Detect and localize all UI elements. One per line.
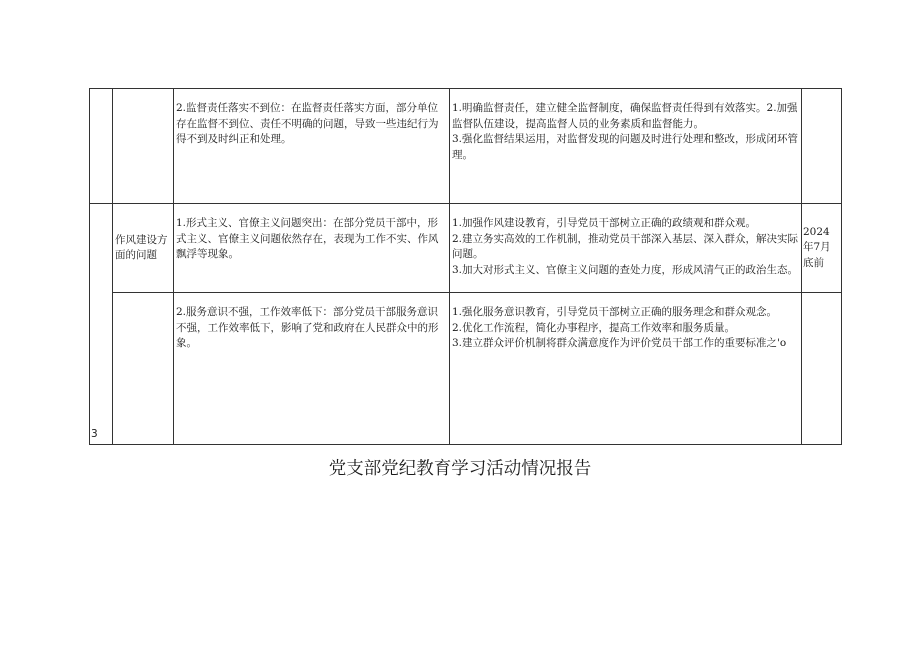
measure-item: 3.建立群众评价机制将群众满意度作为评价党员干部工作的重要标准之'o — [452, 337, 787, 349]
deadline-cell — [802, 89, 842, 204]
problem-category: 作风建设方面的问题 — [113, 204, 174, 293]
number-cell — [90, 89, 113, 204]
item-number: 3 — [90, 204, 113, 445]
measures-cell — [450, 293, 802, 445]
category-cell — [113, 293, 174, 445]
measures-cell — [450, 89, 802, 204]
table-row — [90, 89, 842, 204]
measure-item: 1.加强作风建设教育，引导党员干部树立正确的政绩观和群众观。 — [452, 217, 757, 229]
measures-cell — [450, 204, 802, 293]
measure-item: 1.明确监督责任，建立健全监督制度，确保监督责任得到有效落实。2.加强监督队伍建设，提高监督人员的业务素质和监督能力。 — [452, 102, 798, 130]
problem-cell: 2.服务意识不强，工作效率低下：部分党员干部服务意识不强，工作效率低下，影响了党和政府在人民群众中的形象。 — [174, 293, 450, 445]
measure-item: 3.加大对形式主义、官僚主义问题的查处力度，形成风清气正的政治生态。 — [452, 263, 799, 276]
category-cell — [113, 89, 174, 204]
deadline: 2024年7月底前 — [802, 204, 842, 293]
measure-item: 2.建立务实高效的工作机制，推动党员干部深入基层、深入群众，解决实际问题。 — [452, 232, 799, 260]
measure-item: 3.强化监督结果运用，对监督发现的问题及时进行处理和整改，形成闭环管理。 — [452, 133, 799, 161]
report-title: 党支部党纪教育学习活动情况报告 — [328, 459, 592, 479]
table-row — [90, 204, 842, 293]
rectification-table — [89, 88, 842, 445]
deadline-cell — [802, 293, 842, 445]
measure-item: 1.强化服务意识教育，引导党员干部树立正确的服务理念和群众观念。 — [452, 306, 778, 318]
problem-cell: 2.监督责任落实不到位：在监督责任落实方面，部分单位存在监督不到位、责任不明确的问题，导致一些违纪行为得不到及时纠正和处理。 — [174, 89, 450, 204]
problem-cell: 1.形式主义、官僚主义问题突出：在部分党员干部中，形式主义、官僚主义问题依然存在，表现为工作不实、作风飘浮等现象。 — [174, 204, 450, 293]
measure-item: 2.优化工作流程，简化办事程序，提高工作效率和服务质量。 — [452, 321, 736, 334]
table-row — [90, 293, 842, 445]
